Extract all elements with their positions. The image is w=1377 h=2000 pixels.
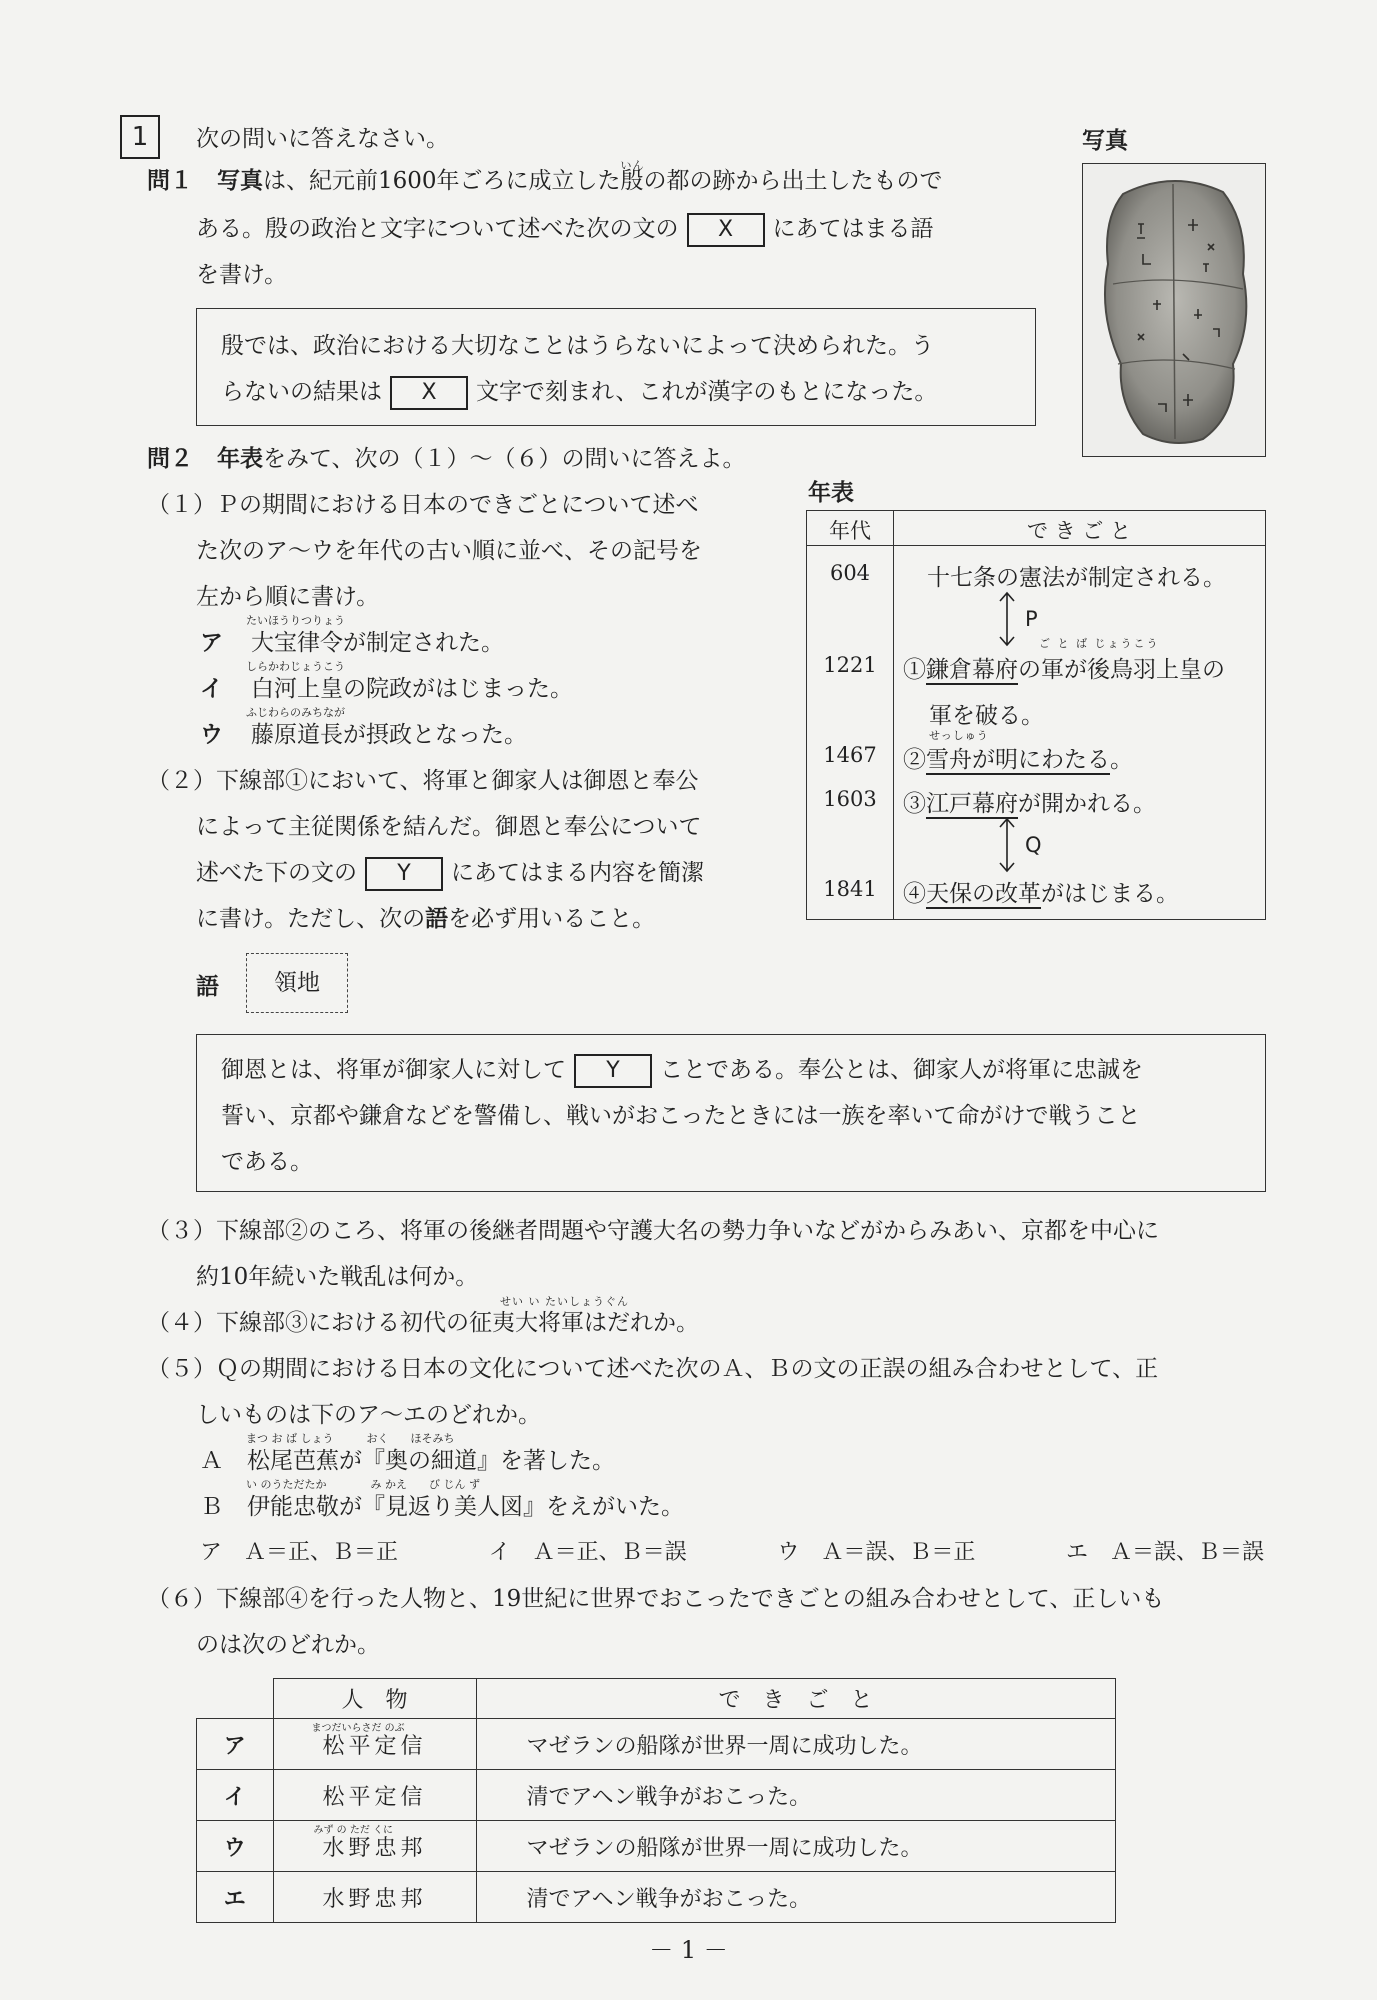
photo-label: 写真 <box>1082 128 1128 154</box>
s2-line4c: を必ず用いること。 <box>448 906 656 932</box>
s6-row-key: ウ <box>197 1821 274 1872</box>
s1-item-c-ruby: ふじわらのみちなが <box>246 706 345 719</box>
s4-ruby: せい い たいしょうぐん <box>500 1295 629 1308</box>
period-q-label: Q <box>1025 833 1042 857</box>
q2-intro: をみて、次の（１）～（６）の問いに答えよ。 <box>263 446 746 472</box>
timeline-ruby: せっしゅう <box>929 729 989 742</box>
s2-line3a: 述べた下の文の <box>196 860 357 886</box>
s5-line1: Ｑの期間における日本の文化について述べた次のＡ、Ｂの文の正誤の組み合わせとして、正 <box>216 1356 1159 1382</box>
timeline-event: ④天保の改革がはじまる。 <box>903 881 1179 907</box>
s1-item-c: ウ 藤原道長が摂政となった。 <box>200 722 527 748</box>
q1-keyword: 写真 <box>217 168 263 194</box>
q1-text1b: の都の跡から出土したもので <box>643 168 943 194</box>
s4-num: （４） <box>147 1310 216 1336</box>
timeline-col-event: で き ご と <box>1026 519 1132 543</box>
s6-row-person: みず の ただ くに 水野忠邦 <box>273 1821 476 1872</box>
timeline-year: 1603 <box>823 787 877 811</box>
s5-statement-a: Ａ 松尾芭蕉が『奥の細道』を著した。 <box>200 1448 615 1474</box>
s6-row[interactable] <box>197 1821 1116 1872</box>
period-q-arrow <box>997 817 1017 873</box>
timeline-col-year: 年代 <box>829 519 871 543</box>
q1-text2b: にあてはまる語 <box>772 216 934 242</box>
q1-box-line2b: 文字で刻まれ、これが漢字のもとになった。 <box>476 379 938 405</box>
timeline-event-cont: 軍を破る。 <box>929 703 1044 729</box>
s3-num: （３） <box>147 1218 216 1244</box>
s2-line2: によって主従関係を結んだ。御恩と奉公について <box>196 814 702 840</box>
s2-box-line2: 誓い、京都や鎌倉などを警備し、戦いがおこったときには一族を率いて命がけで戦うこと <box>221 1103 1141 1129</box>
s6-row[interactable] <box>197 1872 1116 1923</box>
q1-answer-box <box>196 308 1036 426</box>
s5-choice-c[interactable]: ウ Ａ＝誤、Ｂ＝正 <box>777 1540 976 1565</box>
s2-line4b: 語 <box>425 906 449 932</box>
timeline-ruby: ご と ば じょうこう <box>1039 637 1160 650</box>
s6-line1: 下線部④を行った人物と、19世紀に世界でおこったできごとの組み合わせとして、正しいも <box>216 1586 1165 1612</box>
s6-row-key: エ <box>197 1872 274 1923</box>
timeline-event: ②雪舟が明にわたる。 <box>903 747 1133 773</box>
timeline-year: 1221 <box>823 653 877 677</box>
s1-num: （１） <box>147 492 216 518</box>
q1-box-blank-x[interactable]: X <box>390 376 468 410</box>
timeline-year: 604 <box>829 561 871 585</box>
s2-answer-box <box>196 1034 1266 1192</box>
timeline-event: ③江戸幕府が開かれる。 <box>903 791 1156 817</box>
s6-row-person: 松平定信 <box>273 1770 476 1821</box>
s2-num: （２） <box>147 768 216 794</box>
q1-label: 問１ <box>147 168 193 194</box>
s5-choice-a[interactable]: ア Ａ＝正、Ｂ＝正 <box>200 1540 399 1565</box>
period-p-label: P <box>1025 607 1038 631</box>
timeline-label: 年表 <box>808 480 854 506</box>
timeline-event: 十七条の憲法が制定される。 <box>927 565 1226 591</box>
s1-item-a-ruby: たいほうりつりょう <box>246 614 345 627</box>
s2-box-line3: である。 <box>221 1149 313 1175</box>
timeline-event: ①鎌倉幕府の軍が後鳥羽上皇の <box>903 657 1225 683</box>
s3-line1: 下線部②のころ、将軍の後継者問題や守護大名の勢力争いなどがからみあい、京都を中心に <box>216 1218 1159 1244</box>
s1-line1: Ｐの期間における日本のできごとについて述べ <box>216 492 699 518</box>
s2-word-box: 領地 <box>246 953 348 1013</box>
s5-line2: しいものは下のア～エのどれか。 <box>196 1402 541 1428</box>
q1-text1a: は、紀元前1600年ごろに成立した <box>263 168 621 194</box>
s1-item-b: イ 白河上皇の院政がはじまった。 <box>200 676 573 702</box>
s5-statement-b-ruby: い のうただたか み かえ び じん ず <box>246 1478 480 1491</box>
s1-item-a: ア 大宝律令が制定された。 <box>200 630 504 656</box>
s2-line4a: に書け。ただし、次の <box>196 906 426 932</box>
question-number: 1 <box>120 115 160 159</box>
s6-table <box>196 1678 1116 1923</box>
s6-row-event: マゼランの船隊が世界一周に成功した。 <box>476 1719 1115 1770</box>
s6-row[interactable] <box>197 1770 1116 1821</box>
q1-text3: を書け。 <box>196 262 288 288</box>
s6-row-event: 清でアヘン戦争がおこった。 <box>476 1770 1115 1821</box>
q1-box-line2a: らないの結果は <box>221 379 382 405</box>
s6-row-key: ア <box>197 1719 274 1770</box>
s4-line1: 下線部③における初代の征夷大将軍はだれか。 <box>216 1310 699 1336</box>
page-number: － 1 － <box>649 1936 728 1964</box>
s2-box-blank-y[interactable]: Y <box>574 1054 652 1088</box>
s2-line1: 下線部①において、将軍と御家人は御恩と奉公 <box>216 768 699 794</box>
s2-box-line1a: 御恩とは、将軍が御家人に対して <box>221 1057 566 1083</box>
q1-blank-x[interactable]: X <box>687 213 765 247</box>
q1-text2a: ある。殷の政治と文字について述べた次の文の <box>196 216 679 242</box>
s1-line3: 左から順に書け。 <box>196 584 380 610</box>
q2-label: 問２ <box>147 446 193 472</box>
s2-line3b: にあてはまる内容を簡潔 <box>451 860 704 886</box>
q1-box-line1: 殷では、政治における大切なことはうらないによって決められた。う <box>221 333 934 359</box>
intro-text: 次の問いに答えなさい。 <box>196 126 449 152</box>
s6-num: （６） <box>147 1586 216 1612</box>
s1-line2: た次のア～ウを年代の古い順に並べ、その記号を <box>196 538 702 564</box>
s6-row-person: 水野忠邦 <box>273 1872 476 1923</box>
s5-statement-b: Ｂ 伊能忠敬が『見返り美人図』をえがいた。 <box>200 1494 684 1520</box>
s5-choice-d[interactable]: エ Ａ＝誤、Ｂ＝誤 <box>1065 1540 1264 1565</box>
s6-row-event: 清でアヘン戦争がおこった。 <box>476 1872 1115 1923</box>
timeline-table <box>806 510 1266 920</box>
s2-word-label: 語 <box>196 974 219 1000</box>
timeline-year: 1467 <box>823 743 877 767</box>
s6-line2: のは次のどれか。 <box>196 1632 380 1658</box>
photo-frame <box>1082 163 1266 457</box>
s6-col-person: 人 物 <box>273 1679 476 1719</box>
s3-line2: 約10年続いた戦乱は何か。 <box>196 1264 479 1290</box>
oracle-bone-image <box>1083 164 1265 456</box>
s2-blank-y[interactable]: Y <box>365 857 443 891</box>
period-p-arrow <box>997 591 1017 647</box>
q1-in-word: いん 殷 <box>620 159 645 194</box>
s1-item-b-ruby: しらかわじょうこう <box>246 660 345 673</box>
s6-row[interactable] <box>197 1719 1116 1770</box>
s5-num: （５） <box>147 1356 216 1382</box>
s6-row-key: イ <box>197 1770 274 1821</box>
s2-box-line1b: ことである。奉公とは、御家人が将軍に忠誠を <box>660 1057 1143 1083</box>
s5-statement-a-ruby: まつ お ば しょう おく ほそみち <box>246 1432 455 1445</box>
s6-row-event: マゼランの船隊が世界一周に成功した。 <box>476 1821 1115 1872</box>
s6-col-event: で き ご と <box>476 1679 1115 1719</box>
s5-choices <box>200 1530 1264 1576</box>
s5-choice-b[interactable]: イ Ａ＝正、Ｂ＝誤 <box>488 1540 687 1565</box>
s6-row-person: まつだいらさだ のぶ 松平定信 <box>273 1719 476 1770</box>
timeline-year: 1841 <box>823 877 877 901</box>
q2-keyword: 年表 <box>217 446 263 472</box>
